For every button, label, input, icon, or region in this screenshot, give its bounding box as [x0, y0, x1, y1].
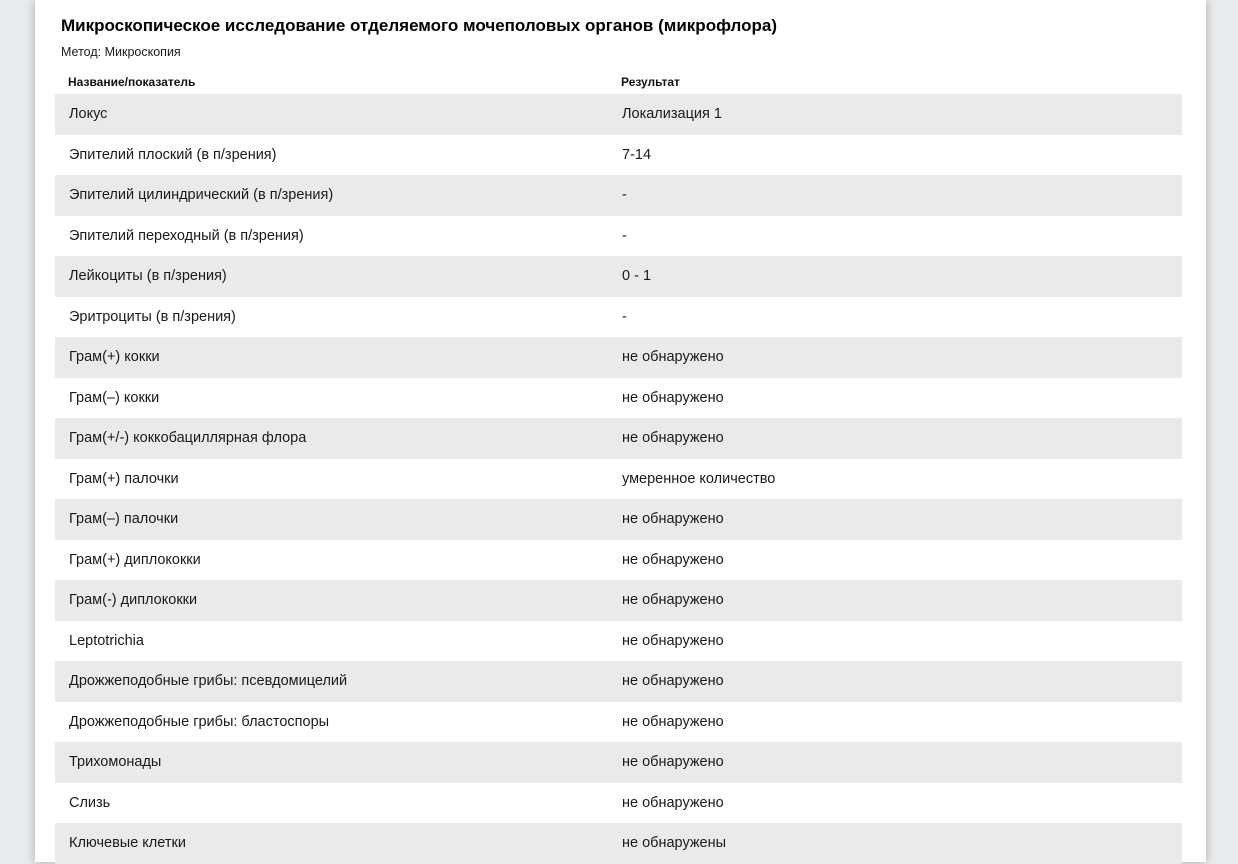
row-name: Эпителий плоский (в п/зрения)	[69, 146, 277, 163]
row-result: не обнаружено	[622, 713, 724, 730]
column-header-name: Название/показатель	[68, 74, 196, 89]
row-result: Локализация 1	[622, 106, 722, 123]
table-body	[55, 94, 1182, 864]
table-row	[55, 540, 1182, 581]
row-name: Leptotrichia	[69, 632, 144, 649]
row-name: Дрожжеподобные грибы: псевдомицелий	[69, 673, 348, 690]
column-header-result: Результат	[621, 74, 680, 89]
table-row	[55, 783, 1182, 824]
table-row	[55, 297, 1182, 338]
row-result: не обнаружено	[622, 632, 724, 649]
table-row	[55, 702, 1182, 743]
row-result: не обнаружено	[622, 349, 724, 366]
row-result: не обнаружено	[622, 754, 724, 771]
row-result: не обнаружено	[622, 592, 724, 609]
table-row	[55, 418, 1182, 459]
row-result: -	[622, 308, 627, 325]
table-row	[55, 216, 1182, 257]
report-table	[55, 69, 1182, 864]
table-row	[55, 621, 1182, 662]
row-name: Лейкоциты (в п/зрения)	[69, 268, 227, 285]
row-result: 7-14	[622, 146, 652, 163]
table-row	[55, 499, 1182, 540]
row-name: Эритроциты (в п/зрения)	[69, 308, 236, 325]
row-name: Грам(+) кокки	[69, 349, 160, 366]
row-result: -	[622, 227, 627, 244]
row-name: Грам(–) кокки	[69, 389, 160, 406]
lab-report-card	[35, 0, 1206, 862]
row-result: не обнаружено	[622, 794, 724, 811]
row-result: 0 - 1	[622, 268, 652, 285]
table-row	[55, 378, 1182, 419]
report-method: Метод: Микроскопия	[61, 45, 181, 59]
report-title: Микроскопическое исследование отделяемого мочеполовых органов (микрофлора)	[61, 16, 777, 35]
table-row	[55, 823, 1182, 864]
table-row	[55, 256, 1182, 297]
row-name: Грам(-) диплококки	[69, 592, 198, 609]
row-name: Грам(+) диплококки	[69, 551, 201, 568]
row-result: -	[622, 187, 627, 204]
row-result: не обнаружено	[622, 511, 724, 528]
row-name: Ключевые клетки	[69, 835, 186, 852]
table-row	[55, 135, 1182, 176]
row-result: не обнаружены	[622, 835, 727, 852]
row-name: Грам(–) палочки	[69, 511, 179, 528]
row-result: умеренное количество	[622, 470, 776, 487]
row-name: Грам(+) палочки	[69, 470, 179, 487]
table-row	[55, 175, 1182, 216]
row-result: не обнаружено	[622, 551, 724, 568]
table-row	[55, 337, 1182, 378]
row-result: не обнаружено	[622, 430, 724, 447]
table-row	[55, 94, 1182, 135]
table-row	[55, 580, 1182, 621]
row-result: не обнаружено	[622, 673, 724, 690]
row-name: Дрожжеподобные грибы: бластоспоры	[69, 713, 330, 730]
table-header-row	[55, 69, 1182, 94]
table-row	[55, 661, 1182, 702]
row-name: Эпителий переходный (в п/зрения)	[69, 227, 304, 244]
row-name: Эпителий цилиндрический (в п/зрения)	[69, 187, 334, 204]
row-name: Трихомонады	[69, 754, 162, 771]
row-name: Слизь	[69, 794, 111, 811]
row-name: Локус	[69, 106, 108, 123]
row-name: Грам(+/-) коккобациллярная флора	[69, 430, 307, 447]
table-row	[55, 742, 1182, 783]
row-result: не обнаружено	[622, 389, 724, 406]
table-row	[55, 459, 1182, 500]
